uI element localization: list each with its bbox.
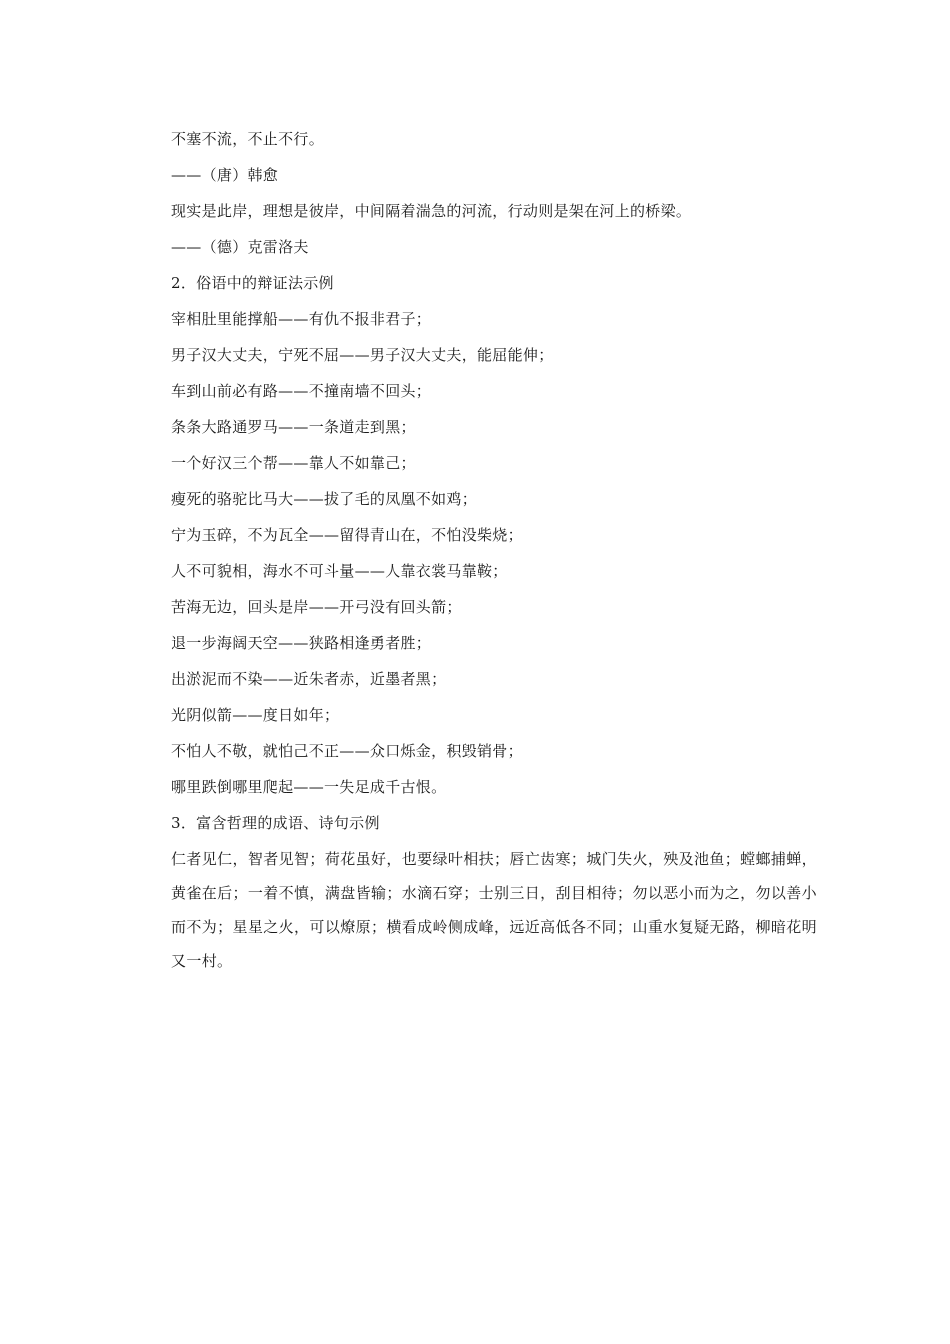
- idiom-paragraph: 仁者见仁，智者见智；荷花虽好，也要绿叶相扶；唇亡齿寒；城门失火，殃及池鱼；螳螂捕蝉，黄雀在后；一着不慎，满盘皆输；水滴石穿；士别三日，刮目相待；勿以恶小而为之，勿以善小而不为；星星之火，可以燎原；横看成岭侧成峰，远近高低各不同；山重水复疑无路，柳暗花明又一村。: [171, 850, 817, 970]
- list-item: 不怕人不敬，就怕己不正——众口烁金，积毁销骨；: [171, 742, 523, 760]
- document-body: [171, 121, 817, 978]
- list-item: 哪里跌倒哪里爬起——一失足成千古恨。: [171, 778, 447, 796]
- section-heading: 2．俗语中的辩证法示例: [171, 274, 334, 292]
- list-item: 一个好汉三个帮——靠人不如靠己；: [171, 454, 416, 472]
- proverb-list: [171, 301, 817, 805]
- quote-author: ——（德）克雷洛夫: [171, 238, 309, 256]
- quote-text: 不塞不流，不止不行。: [171, 130, 325, 148]
- list-item: 瘦死的骆驼比马大——拔了毛的凤凰不如鸡；: [171, 490, 478, 508]
- quote-text: 现实是此岸，理想是彼岸，中间隔着湍急的河流，行动则是架在河上的桥梁。: [171, 202, 692, 220]
- list-item: 人不可貌相，海水不可斗量——人靠衣裳马靠鞍；: [171, 562, 508, 580]
- section-heading: 3．富含哲理的成语、诗句示例: [171, 814, 380, 832]
- list-item: 光阴似箭——度日如年；: [171, 706, 340, 724]
- list-item: 男子汉大丈夫，宁死不屈——男子汉大丈夫，能屈能伸；: [171, 346, 554, 364]
- list-item: 宁为玉碎，不为瓦全——留得青山在，不怕没柴烧；: [171, 526, 523, 544]
- quote-author: ——（唐）韩愈: [171, 166, 279, 184]
- list-item: 苦海无边，回头是岸——开弓没有回头箭；: [171, 598, 462, 616]
- list-item: 退一步海阔天空——狭路相逢勇者胜；: [171, 634, 432, 652]
- list-item: 条条大路通罗马——一条道走到黑；: [171, 418, 416, 436]
- list-item: 车到山前必有路——不撞南墙不回头；: [171, 382, 432, 400]
- list-item: 宰相肚里能撑船——有仇不报非君子；: [171, 310, 432, 328]
- list-item: 出淤泥而不染——近朱者赤，近墨者黑；: [171, 670, 447, 688]
